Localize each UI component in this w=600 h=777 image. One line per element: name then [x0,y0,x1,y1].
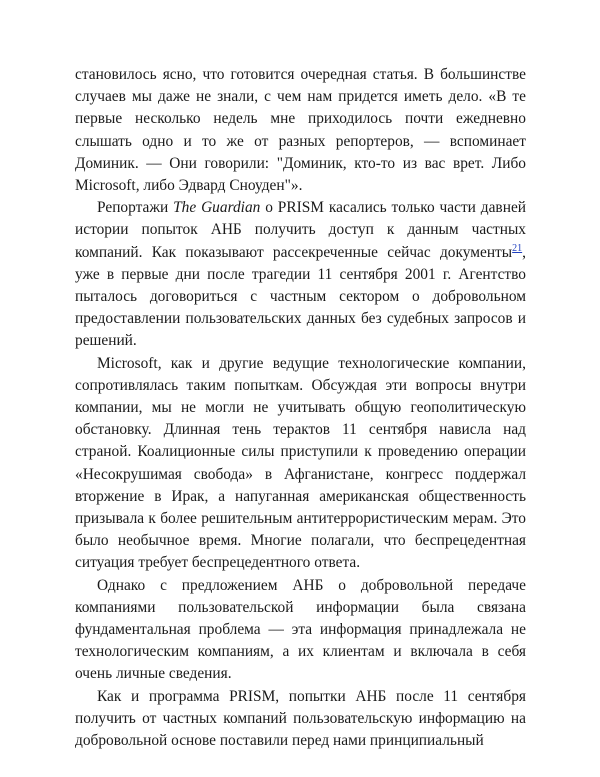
paragraph-2-tail: , уже в первые дни после трагедии 11 сентября 2001 г. Агентство пыталось договориться с частным сектором о добровольном предоставлении пользовательских данных без судебных запросов и решений. [75,243,526,350]
paragraph-1: становилось ясно, что готовится очередная статья. В большинстве случаев мы даже не знали, с чем нам придется иметь дело. «В те первые несколько недель мне приходилось почти ежедневно слышать одно и то же от разных репортеров, — вспоминает Доминик. — Они говорили: "Доминик, кто-то из вас врет. Либо Microsoft, либо Эдвард Сноуден"». [75,66,526,195]
paragraph-2-body: о PRISM касались только части давней истории попыток АНБ получить доступ к данным частных компаний. Как показывают рассекреченные сейчас документы [75,199,527,261]
paragraph-5: Как и программа PRISM, попытки АНБ после 11 сентября получить от частных компаний пользовательскую информацию на добровольной основе поставили перед нами принципиальный [75,687,526,750]
book-page [75,64,526,752]
footnote-link[interactable]: 21 [512,242,523,254]
paragraph-3: Microsoft, как и другие ведущие технологические компании, сопротивлялась таким попыткам. Обсуждая эти вопросы внутри компании, мы не могли не учитывать общую геополитическую обстановку. Длинная тень терактов 11 сентября нависла над страной. Коалиционные силы приступили к проведению операции «Несокрушимая свобода» в Афганистане, конгресс поддержал вторжение в Ирак, а напуганная американская общественность призывала к более решительным антитеррористическим мерам. Это было необычное время. Многие полагали, что беспрецедентная ситуация требует беспрецедентного ответа. [75,354,526,572]
paragraph-2-lead: Репортажи [97,199,174,217]
paragraph-4: Однако с предложением АНБ о добровольной передаче компаниями пользовательской информации была связана фундаментальная проблема — эта информация принадлежала не технологическим компаниям, а их клиентам и включала в себя очень личные сведения. [75,576,526,683]
paragraph-2 [75,197,526,352]
publication-name: The Guardian [173,199,261,217]
